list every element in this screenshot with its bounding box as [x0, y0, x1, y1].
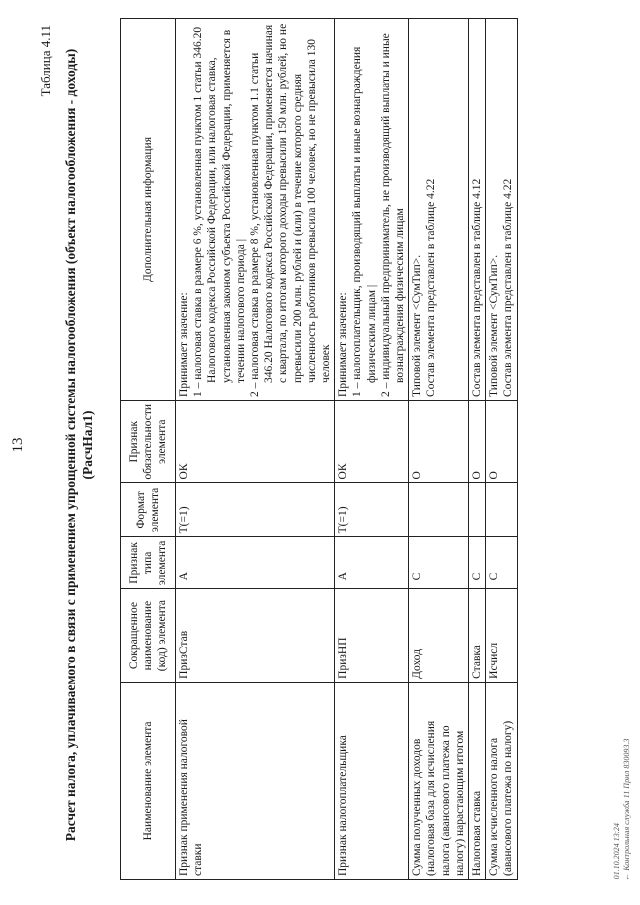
cell-format [409, 483, 469, 537]
footer-line-1: 01.10.2024 13:24 [612, 822, 621, 880]
cell-format [469, 483, 486, 537]
info-intro: Принимает значение: [337, 292, 350, 397]
cell-format [486, 483, 517, 537]
table-heading [62, 45, 96, 845]
header-format: Формат элемента [121, 483, 176, 537]
cell-code: Исчисл [486, 589, 517, 682]
header-name: Наименование элемента [121, 682, 176, 879]
cell-name: Признак налогоплательщика [335, 682, 409, 879]
cell-required: ОК [335, 400, 409, 483]
header-info: Дополнительная информация [121, 19, 176, 401]
cell-format: T(=1) [335, 483, 409, 537]
heading-line-2: (РасчНал1) [80, 410, 95, 480]
info-item: 1 – налогоплательщик, производящий выплаты и иные вознаграждения физическим лицам | [351, 46, 378, 397]
cell-required: О [486, 400, 517, 483]
table-label: Таблица 4.11 [38, 25, 53, 97]
cell-code: ПризНП [335, 589, 409, 682]
info-line: Состав элемента представлен в таблице 4.22 [502, 178, 515, 397]
header-required: Признак обязательности элемента [121, 400, 176, 483]
header-code: Сокращенное наименование (код) элемента [121, 589, 176, 682]
header-type: Признак типа элемента [121, 537, 176, 589]
cell-info [409, 19, 469, 401]
info-intro: Принимает значение: [178, 292, 190, 397]
cell-name: Сумма исчисленного налога (авансового платежа по налогу) [486, 682, 517, 879]
cell-format: T(=1) [176, 483, 335, 537]
info-item: 2 – налоговая ставка в размере 8 %, установленная пунктом 1.1 статьи 346.20 Налогового кодекса Российской Федерации, применяется начиная с квартала, по итогам которого доходы превысили 150 млн. рублей, но не превысили 200 млн. рублей и (или) в течение которого средняя численность работников превысила 100 человек, но не превысила 130 человек [249, 23, 333, 397]
info-line: Состав элемента представлен в таблице 4.22 [425, 178, 438, 397]
cell-type: А [176, 537, 335, 589]
cell-info [176, 19, 335, 401]
cell-info [469, 19, 486, 401]
info-line: Типовой элемент <СумТип>. [411, 254, 424, 397]
cell-info [335, 19, 409, 401]
cell-code: Ставка [469, 589, 486, 682]
cell-type: С [409, 537, 469, 589]
cell-required: О [469, 400, 486, 483]
cell-required: ОК [176, 400, 335, 483]
table-row [469, 19, 486, 880]
page-number: 13 [10, 437, 26, 453]
cell-name: Признак применения налоговой ставки [176, 682, 335, 879]
cell-code: Доход [409, 589, 469, 682]
info-item: 1 – налоговая ставка в размере 6 %, установленная пунктом 1 статьи 346.20 Налогового кодекса Российской Федерации, или налоговая ставка, установленная законом субъекта Российской Федерации, применяется в течении налогового периода | [192, 26, 247, 397]
footer-stamp [612, 737, 632, 882]
table-row [176, 19, 335, 880]
table-row [335, 19, 409, 880]
cell-required: О [409, 400, 469, 483]
info-line: Типовой элемент <СумТип>. [488, 254, 501, 397]
table-header-row [121, 19, 176, 880]
cell-type: С [469, 537, 486, 589]
cell-name: Сумма полученных доходов (налоговая база для исчисления налога (авансового платежа по налогу) нарастающим итогом [409, 682, 469, 879]
cell-name: Налоговая ставка [469, 682, 486, 879]
info-line: Состав элемента представлен в таблице 4.12 [471, 178, 484, 397]
cell-type: С [486, 537, 517, 589]
cell-info [486, 19, 517, 401]
table-row [409, 19, 469, 880]
heading-line-1: Расчет налога, уплачиваемого в связи с применением упрощенной системы налогообложения (объект налогообложения - доходы) [63, 48, 78, 842]
cell-code: ПризСтав [176, 589, 335, 682]
info-item: 2 – индивидуальный предприниматель, не производящий выплаты и иные вознаграждения физическим лицам [379, 33, 407, 397]
cell-type: А [335, 537, 409, 589]
table-row [486, 19, 517, 880]
footer-line-2: ← Контрольная служба 11 Прил 830093.3 [622, 737, 631, 882]
elements-table [120, 18, 518, 880]
